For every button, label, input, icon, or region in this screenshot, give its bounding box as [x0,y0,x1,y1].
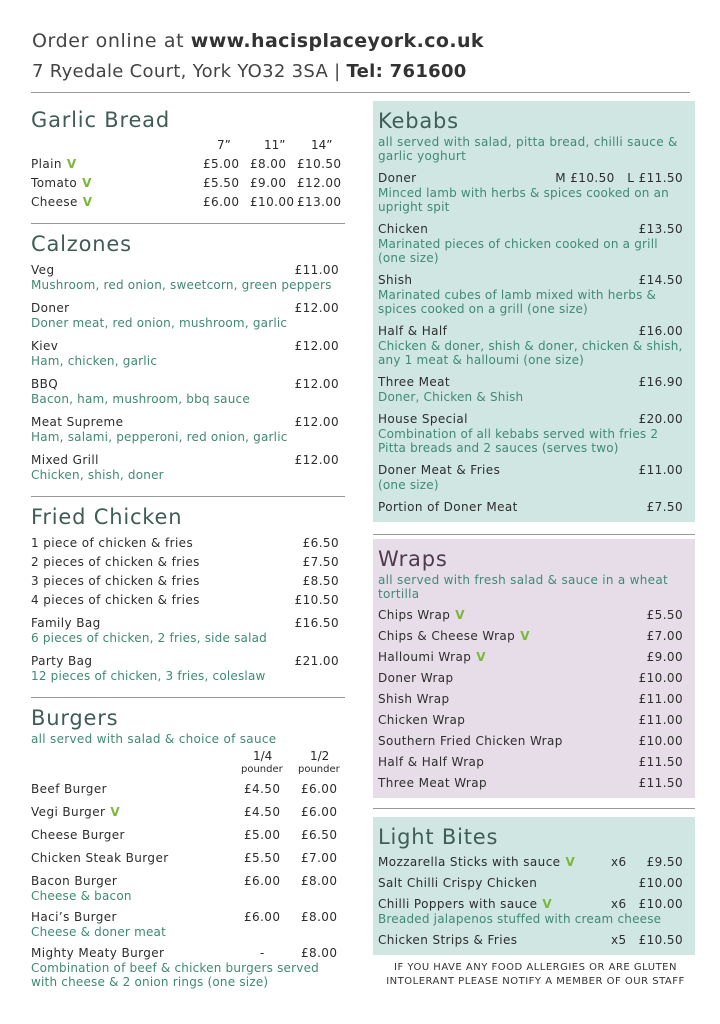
item-row [31,851,345,865]
item-name: Party Bag [31,654,93,668]
fried-chicken-section [31,503,345,683]
item-name: Salt Chilli Crispy Chicken [378,876,538,890]
item-description: Chicken, shish, doner [31,468,164,482]
item-name: Shish [378,273,413,287]
item-name: Three Meat [378,375,450,389]
menu-item [31,828,345,842]
item-row [31,874,345,888]
vegetarian-mark: V [520,629,530,643]
section-subtitle: all served with salad & choice of sauce [31,732,277,746]
menu-item [378,776,689,790]
item-name: Chicken Strips & Fries [378,933,518,947]
section-divider [373,808,695,809]
item-description: Chicken & doner, shish & doner, chicken & shish, any 1 meat & halloumi (one size) [378,339,683,367]
item-row [378,897,689,911]
item-price: £6.50 [302,536,339,550]
item-price: £10.00 [638,671,683,685]
item-row [378,855,689,869]
garlic-bread-section [31,106,345,209]
section-title: Light Bites [378,825,499,849]
item-price-half: £6.00 [301,805,338,819]
item-price: £20.00 [638,412,683,426]
left-column [31,106,345,989]
website-link[interactable]: www.hacisplaceyork.co.uk [190,30,484,52]
item-name: Half & Half Wrap [378,755,485,769]
item-description: 12 pieces of chicken, 3 fries, coleslaw [31,669,266,683]
menu-item [31,593,345,607]
menu-item [378,463,689,492]
item-price-half: £6.50 [301,828,338,842]
item-price: £10.00 [638,876,683,890]
item-price: £10.50 [294,593,339,607]
size-label: 11” [264,138,286,152]
item-price-half: £8.00 [301,910,338,924]
section-title: Wraps [378,547,448,571]
item-name: Meat Supreme [31,415,124,429]
order-prefix: Order online at [32,30,185,52]
item-description: Ham, chicken, garlic [31,354,158,368]
item-row [378,222,689,236]
section-subtitle: all served with fresh salad & sauce in a wheat tortilla [378,573,669,601]
item-price: £11.00 [294,263,339,277]
burgers-section [31,704,345,989]
item-name: 1 piece of chicken & fries [31,536,194,550]
item-name: Chicken Steak Burger [31,851,169,865]
item-price: £7.50 [646,500,683,514]
menu-header [32,30,692,82]
item-name: Southern Fried Chicken Wrap [378,734,563,748]
menu-item [31,415,345,444]
item-description: Bacon, ham, mushroom, bbq sauce [31,392,250,406]
item-price-quarter: £6.00 [244,910,281,924]
section-title: Kebabs [378,109,459,133]
item-price: £5.50 [203,176,240,190]
item-price: £12.00 [294,301,339,315]
menu-item [378,324,689,367]
item-price: £14.50 [638,273,683,287]
item-name: Bacon Burger [31,874,118,888]
item-price-quarter: £5.50 [244,851,281,865]
menu-item [31,195,345,209]
menu-item [31,654,345,683]
menu-item [31,536,345,550]
menu-item [378,629,689,643]
menu-item [31,782,345,796]
item-name: Veg [31,263,55,277]
item-price-half: £8.00 [301,946,338,960]
section-divider [31,223,345,224]
item-description: Breaded jalapenos stuffed with cream cheese [378,912,662,926]
menu-item [378,412,689,455]
menu-item [378,222,689,265]
item-price: £10.00 [638,734,683,748]
menu-item [378,171,689,214]
menu-item [31,377,345,406]
vegetarian-mark: V [110,805,121,819]
menu-item [31,851,345,865]
item-price: £5.50 [646,608,683,622]
vegetarian-mark: V [82,195,93,209]
pounder-label: pounder [298,764,340,775]
item-name: Cheese Burger [31,828,125,842]
item-name: Doner [31,301,70,315]
item-name: Doner Wrap [378,671,454,685]
item-price: £11.00 [638,463,683,477]
size-header [31,138,345,152]
item-name: Chips & Cheese Wrap [378,629,516,643]
telephone: Tel: 761600 [346,61,467,82]
menu-item [378,500,689,514]
calzones-section [31,230,345,482]
item-row [378,876,689,890]
item-price-half: £7.00 [301,851,338,865]
item-price: £12.00 [294,377,339,391]
size-half: 1/2 [310,749,330,763]
item-name: Beef Burger [31,782,107,796]
menu-item [31,805,345,819]
item-price: M £10.50 L £11.50 [555,171,683,185]
menu-item [31,946,345,989]
item-row [31,782,345,796]
item-name: Cheese [31,195,78,209]
section-title: Burgers [31,706,119,730]
item-name: Half & Half [378,324,448,338]
item-name: Portion of Doner Meat [378,500,518,514]
section-title: Garlic Bread [31,108,170,132]
item-description: Ham, salami, pepperoni, red onion, garlic [31,430,288,444]
item-quantity: x5 [611,933,627,947]
menu-item [378,375,689,404]
menu-item [378,650,689,664]
section-divider [373,534,695,535]
menu-item [31,910,345,939]
item-price: £10.00 [638,897,683,911]
item-price: £21.00 [294,654,339,668]
item-description: Minced lamb with herbs & spices cooked on an upright spit [378,186,669,214]
item-description: Marinated pieces of chicken cooked on a grill (one size) [378,237,658,265]
allergy-line: IF YOU HAVE ANY FOOD ALLERGIES OR ARE GLUTEN [394,962,677,973]
item-name: BBQ [31,377,59,391]
item-price: £13.50 [638,222,683,236]
item-name: Family Bag [31,616,101,630]
item-name: Doner Meat & Fries [378,463,501,477]
item-description: Mushroom, red onion, sweetcorn, green peppers [31,278,332,292]
item-row [31,616,345,630]
address-line [32,61,692,82]
item-name: House Special [378,412,468,426]
order-online-line [32,30,692,56]
item-row [31,946,345,960]
item-price-quarter: £6.00 [244,874,281,888]
item-price: £7.50 [302,555,339,569]
item-description: Cheese & bacon [31,889,132,903]
item-price: £12.00 [294,415,339,429]
item-description: Combination of beef & chicken burgers served with cheese & 2 onion rings (one size) [31,961,319,989]
menu-item [31,453,345,482]
menu-item [378,692,689,706]
item-price: £10.50 [297,157,342,171]
item-name: Mixed Grill [31,453,99,467]
menu-item [378,713,689,727]
vegetarian-mark: V [565,855,576,869]
item-quantity: x6 [611,897,627,911]
item-name: Halloumi Wrap [378,650,472,664]
vegetarian-mark: V [476,650,486,664]
item-price: £8.50 [302,574,339,588]
item-price: £11.50 [638,755,683,769]
item-price: £9.50 [646,855,683,869]
item-price-half: £8.00 [301,874,338,888]
item-name: Chicken [378,222,429,236]
menu-item [31,176,345,190]
item-description: Cheese & doner meat [31,925,166,939]
size-label: 7” [217,138,231,152]
section-subtitle: all served with salad, pitta bread, chilli sauce & garlic yoghurt [378,135,678,163]
item-row [31,377,345,391]
item-row [31,301,345,315]
size-label: 14” [311,138,333,152]
item-row [31,339,345,353]
item-description: Doner meat, red onion, mushroom, garlic [31,316,288,330]
item-description: 6 pieces of chicken, 2 fries, side salad [31,631,267,645]
item-price: £11.50 [638,776,683,790]
menu-item [378,933,689,947]
item-row [378,375,689,389]
menu-item [378,734,689,748]
item-price-half: £6.00 [301,782,338,796]
menu-item [31,616,345,645]
item-row [378,412,689,426]
item-price: £10.00 [250,195,295,209]
item-row [31,828,345,842]
item-name: 3 pieces of chicken & fries [31,574,200,588]
item-price: £8.00 [250,157,287,171]
item-name: Haci’s Burger [31,910,117,924]
item-price-quarter: - [260,946,265,960]
light-bites-section [373,817,695,955]
menu-item [31,301,345,330]
item-description: (one size) [378,478,439,492]
allergy-notice [373,961,698,989]
item-row [31,654,345,668]
menu-item [31,574,345,588]
item-row [31,805,345,819]
pounder-label: pounder [241,764,283,775]
item-description: Doner, Chicken & Shish [378,390,524,404]
item-quantity: x6 [611,855,627,869]
burger-size-header [31,748,345,778]
item-row [378,500,689,514]
section-title: Fried Chicken [31,505,183,529]
item-price: £13.00 [297,195,342,209]
menu-item [378,897,689,926]
item-price: £11.00 [638,692,683,706]
item-price: £11.00 [638,713,683,727]
item-price: £9.00 [250,176,287,190]
item-price: £16.90 [638,375,683,389]
menu-item [31,874,345,903]
menu-item [378,671,689,685]
item-name: 2 pieces of chicken & fries [31,555,200,569]
item-row [378,463,689,477]
item-price-quarter: £5.00 [244,828,281,842]
item-name: Plain [31,157,62,171]
item-name: Shish Wrap [378,692,450,706]
item-row [378,324,689,338]
item-price: £12.00 [297,176,342,190]
item-price: £12.00 [294,339,339,353]
section-title: Calzones [31,232,132,256]
item-name: Mozzarella Sticks with sauce [378,855,561,869]
item-price: £7.00 [646,629,683,643]
item-price: £10.50 [638,933,683,947]
separator: | [334,61,341,82]
allergy-line: INTOLERANT PLEASE NOTIFY A MEMBER OF OUR STAFF [386,976,685,987]
item-price: £16.50 [294,616,339,630]
item-price: £5.00 [203,157,240,171]
item-row [31,415,345,429]
item-name: Kiev [31,339,59,353]
menu-item [31,263,345,292]
item-name: Mighty Meaty Burger [31,946,165,960]
item-name: Tomato [31,176,78,190]
section-divider [31,697,345,698]
header-divider [31,92,690,93]
item-price: £12.00 [294,453,339,467]
menu-item [31,555,345,569]
item-name: Doner [378,171,417,185]
size-quarter: 1/4 [253,749,273,763]
item-row [378,171,689,185]
item-price: £6.00 [203,195,240,209]
item-description: Combination of all kebabs served with fries 2 Pitta breads and 2 sauces (serves two) [378,427,659,455]
item-price: £16.00 [638,324,683,338]
item-name: 4 pieces of chicken & fries [31,593,200,607]
item-price-quarter: £4.50 [244,782,281,796]
item-row [378,273,689,287]
item-row [31,910,345,924]
address: 7 Ryedale Court, York YO32 3SA [32,61,329,82]
kebabs-section [373,101,695,522]
wraps-section [373,539,695,798]
item-price-quarter: £4.50 [244,805,281,819]
vegetarian-mark: V [542,897,553,911]
item-row [31,453,345,467]
section-divider [31,496,345,497]
menu-item [378,876,689,890]
menu-item [378,273,689,316]
vegetarian-mark: V [66,157,77,171]
item-price: £9.00 [646,650,683,664]
vegetarian-mark: V [455,608,465,622]
item-name: Three Meat Wrap [378,776,488,790]
item-name: Chilli Poppers with sauce [378,897,538,911]
menu-item [31,157,345,171]
item-row [31,263,345,277]
menu-item [378,755,689,769]
menu-item [31,339,345,368]
item-name: Chips Wrap [378,608,451,622]
menu-item [378,608,689,622]
menu-item [378,855,689,869]
right-column [373,101,695,955]
item-description: Marinated cubes of lamb mixed with herbs & spices cooked on a grill (one size) [378,288,657,316]
item-name: Chicken Wrap [378,713,466,727]
vegetarian-mark: V [82,176,92,190]
item-row [378,933,689,947]
item-name: Vegi Burger [31,805,106,819]
